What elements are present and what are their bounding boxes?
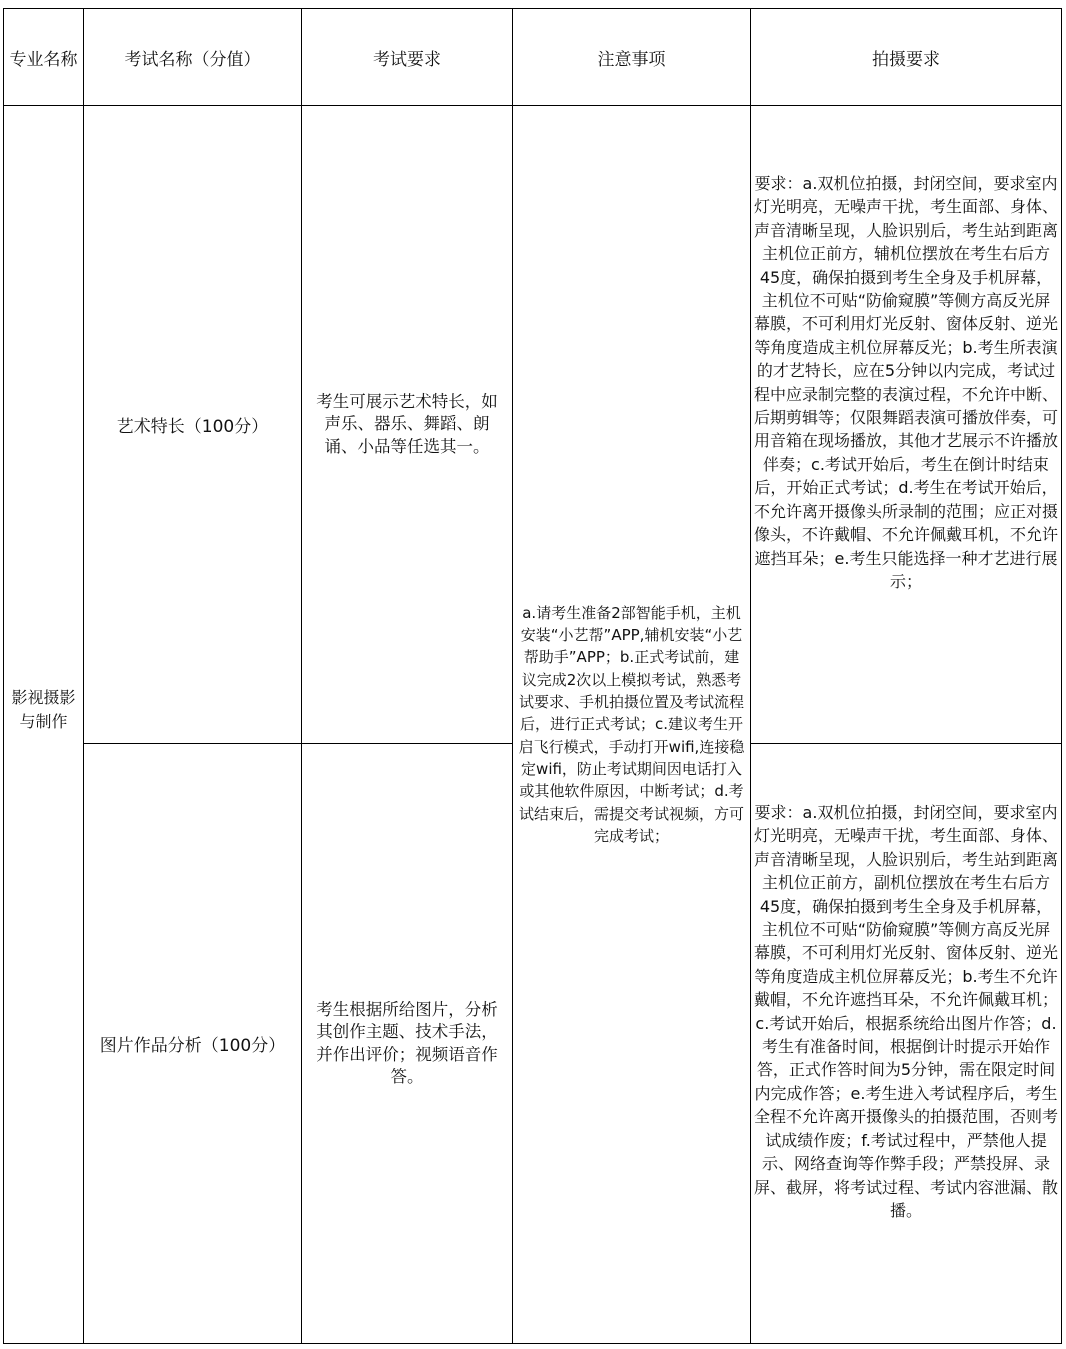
table-row — [4, 106, 1062, 744]
header-shooting-requirements: 拍摄要求 — [751, 9, 1062, 106]
major-name-cell: 影视摄影与制作 — [4, 106, 84, 1344]
exam-name-cell: 艺术特长（100分） — [84, 106, 302, 744]
notes-cell: a.请考生准备2部智能手机，主机安装“小艺帮”APP,辅机安装“小艺帮助手”APP；b.正式考试前，建议完成2次以上模拟考试，熟悉考试要求、手机拍摄位置及考试流程后，进行正式考试；c.建议考生开启飞行模式，手动打开wifi,连接稳定wifi，防止考试期间因电话打入或其他软件原因，中断考试；d.考试结束后，需提交考试视频，方可完成考试； — [513, 106, 751, 1344]
header-exam-name: 考试名称（分值） — [84, 9, 302, 106]
exam-name-cell: 图片作品分析（100分） — [84, 744, 302, 1344]
header-exam-requirements: 考试要求 — [302, 9, 513, 106]
exam-requirements-table — [3, 8, 1062, 1344]
shooting-requirement-cell: 要求：a.双机位拍摄，封闭空间，要求室内灯光明亮，无噪声干扰，考生面部、身体、声音清晰呈现，人脸识别后，考生站到距离主机位正前方，辅机位摆放在考生右后方45度，确保拍摄到考生全身及手机屏幕，主机位不可贴“防偷窥膜”等侧方高反光屏幕膜，不可利用灯光反射、窗体反射、逆光等角度造成主机位屏幕反光；b.考生所表演的才艺特长，应在5分钟以内完成，考试过程中应录制完整的表演过程，不允许中断、后期剪辑等；仅限舞蹈表演可播放伴奏，可用音箱在现场播放，其他才艺展示不许播放伴奏；c.考试开始后，考生在倒计时结束后，开始正式考试；d.考生在考试开始后，不允许离开摄像头所录制的范围；应正对摄像头，不许戴帽、不允许佩戴耳机，不允许遮挡耳朵；e.考生只能选择一种才艺进行展示； — [751, 106, 1062, 744]
exam-requirement-cell: 考生根据所给图片，分析其创作主题、技术手法，并作出评价；视频语音作答。 — [302, 744, 513, 1344]
header-notes: 注意事项 — [513, 9, 751, 106]
table-header-row — [4, 9, 1062, 106]
shooting-requirement-cell: 要求：a.双机位拍摄，封闭空间，要求室内灯光明亮，无噪声干扰，考生面部、身体、声音清晰呈现，人脸识别后，考生站到距离主机位正前方，副机位摆放在考生右后方45度，确保拍摄到考生全身及手机屏幕，主机位不可贴“防偷窥膜”等侧方高反光屏幕膜，不可利用灯光反射、窗体反射、逆光等角度造成主机位屏幕反光；b.考生不允许戴帽，不允许遮挡耳朵，不允许佩戴耳机；c.考试开始后，根据系统给出图片作答；d.考生有准备时间，根据倒计时提示开始作答，正式作答时间为5分钟，需在限定时间内完成作答；e.考生进入考试程序后，考生全程不允许离开摄像头的拍摄范围，否则考试成绩作废；f.考试过程中，严禁他人提示、网络查询等作弊手段；严禁投屏、录屏、截屏，将考试过程、考试内容泄漏、散播。 — [751, 744, 1062, 1344]
exam-requirement-cell: 考生可展示艺术特长，如声乐、器乐、舞蹈、朗诵、小品等任选其一。 — [302, 106, 513, 744]
header-major: 专业名称 — [4, 9, 84, 106]
